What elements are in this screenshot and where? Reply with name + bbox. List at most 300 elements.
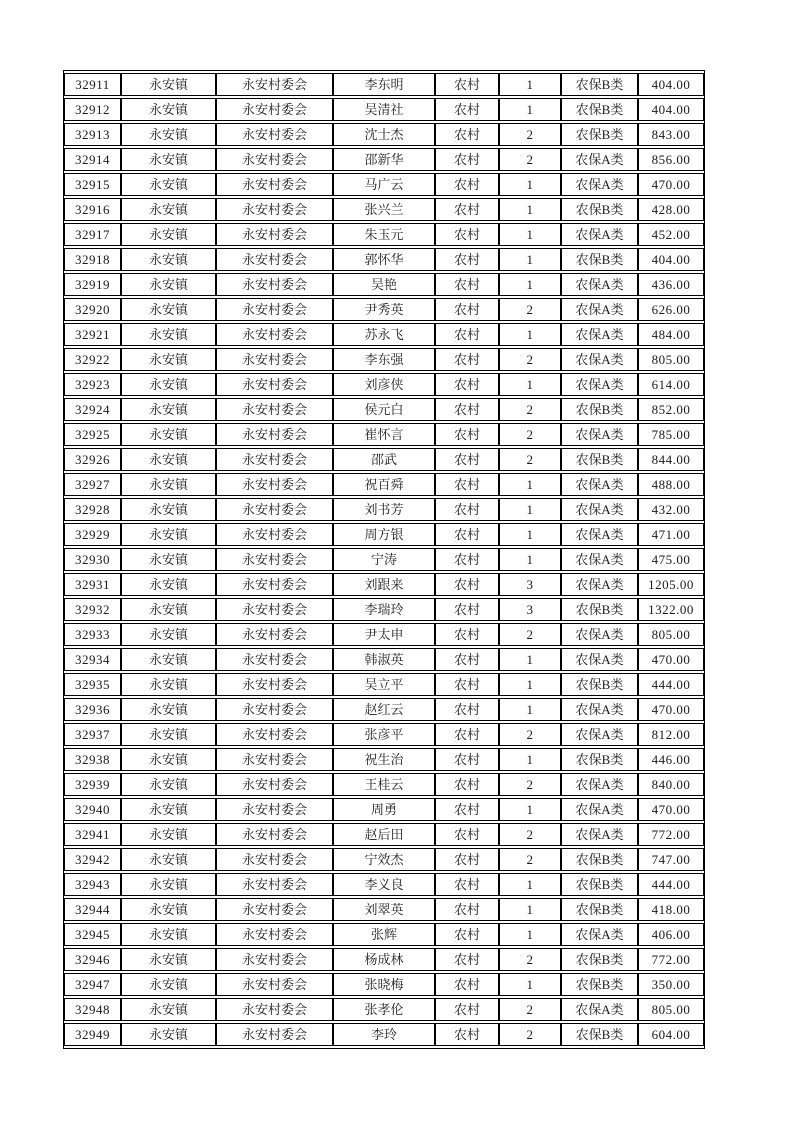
cell-name: 刘翠英 <box>333 898 435 921</box>
table-row <box>64 673 704 696</box>
cell-residence: 农村 <box>435 398 499 421</box>
table-row <box>64 323 704 346</box>
cell-residence: 农村 <box>435 973 499 996</box>
cell-residence: 农村 <box>435 173 499 196</box>
cell-category: 农保B类 <box>561 198 638 221</box>
cell-category: 农保A类 <box>561 698 638 721</box>
table-row <box>64 473 704 496</box>
cell-count: 1 <box>499 273 561 296</box>
table-row <box>64 98 704 121</box>
cell-name: 周勇 <box>333 798 435 821</box>
cell-category: 农保A类 <box>561 348 638 371</box>
cell-name: 郭怀华 <box>333 248 435 271</box>
cell-village: 永安村委会 <box>216 298 333 321</box>
cell-amount: 432.00 <box>638 498 704 521</box>
cell-count: 1 <box>499 523 561 546</box>
cell-id: 32946 <box>64 948 121 971</box>
cell-category: 农保B类 <box>561 673 638 696</box>
cell-count: 1 <box>499 548 561 571</box>
cell-id: 32932 <box>64 598 121 621</box>
cell-id: 32931 <box>64 573 121 596</box>
cell-name: 周方银 <box>333 523 435 546</box>
table-row <box>64 748 704 771</box>
table-body <box>64 73 704 1046</box>
cell-count: 1 <box>499 248 561 271</box>
cell-id: 32949 <box>64 1023 121 1046</box>
cell-village: 永安村委会 <box>216 98 333 121</box>
cell-id: 32933 <box>64 623 121 646</box>
cell-village: 永安村委会 <box>216 573 333 596</box>
table-row <box>64 423 704 446</box>
cell-town: 永安镇 <box>121 423 216 446</box>
cell-count: 2 <box>499 398 561 421</box>
cell-name: 张彦平 <box>333 723 435 746</box>
table-row <box>64 623 704 646</box>
cell-id: 32934 <box>64 648 121 671</box>
cell-name: 苏永飞 <box>333 323 435 346</box>
cell-amount: 471.00 <box>638 523 704 546</box>
cell-category: 农保B类 <box>561 948 638 971</box>
cell-name: 赵红云 <box>333 698 435 721</box>
cell-village: 永安村委会 <box>216 673 333 696</box>
cell-residence: 农村 <box>435 798 499 821</box>
table-row <box>64 823 704 846</box>
cell-residence: 农村 <box>435 298 499 321</box>
cell-village: 永安村委会 <box>216 173 333 196</box>
cell-amount: 805.00 <box>638 998 704 1021</box>
cell-id: 32917 <box>64 223 121 246</box>
cell-id: 32948 <box>64 998 121 1021</box>
cell-amount: 772.00 <box>638 948 704 971</box>
cell-residence: 农村 <box>435 248 499 271</box>
cell-town: 永安镇 <box>121 248 216 271</box>
cell-amount: 772.00 <box>638 823 704 846</box>
cell-amount: 626.00 <box>638 298 704 321</box>
cell-amount: 446.00 <box>638 748 704 771</box>
cell-residence: 农村 <box>435 223 499 246</box>
cell-id: 32919 <box>64 273 121 296</box>
cell-category: 农保A类 <box>561 823 638 846</box>
cell-town: 永安镇 <box>121 348 216 371</box>
cell-village: 永安村委会 <box>216 623 333 646</box>
table-row <box>64 648 704 671</box>
cell-town: 永安镇 <box>121 298 216 321</box>
cell-amount: 785.00 <box>638 423 704 446</box>
cell-village: 永安村委会 <box>216 523 333 546</box>
cell-residence: 农村 <box>435 273 499 296</box>
cell-category: 农保B类 <box>561 1023 638 1046</box>
cell-name: 王桂云 <box>333 773 435 796</box>
cell-residence: 农村 <box>435 548 499 571</box>
cell-amount: 404.00 <box>638 73 704 96</box>
cell-name: 邵武 <box>333 448 435 471</box>
cell-name: 张辉 <box>333 923 435 946</box>
cell-category: 农保A类 <box>561 923 638 946</box>
table-row <box>64 73 704 96</box>
table-row <box>64 448 704 471</box>
cell-village: 永安村委会 <box>216 748 333 771</box>
cell-category: 农保B类 <box>561 98 638 121</box>
cell-residence: 农村 <box>435 948 499 971</box>
cell-town: 永安镇 <box>121 723 216 746</box>
cell-id: 32929 <box>64 523 121 546</box>
cell-amount: 444.00 <box>638 873 704 896</box>
cell-name: 刘彦侠 <box>333 373 435 396</box>
cell-amount: 840.00 <box>638 773 704 796</box>
cell-category: 农保A类 <box>561 373 638 396</box>
table-row <box>64 123 704 146</box>
cell-residence: 农村 <box>435 373 499 396</box>
cell-category: 农保A类 <box>561 648 638 671</box>
cell-residence: 农村 <box>435 498 499 521</box>
cell-count: 2 <box>499 448 561 471</box>
cell-residence: 农村 <box>435 73 499 96</box>
cell-category: 农保A类 <box>561 723 638 746</box>
cell-category: 农保A类 <box>561 298 638 321</box>
cell-count: 1 <box>499 973 561 996</box>
cell-category: 农保B类 <box>561 398 638 421</box>
cell-town: 永安镇 <box>121 173 216 196</box>
cell-residence: 农村 <box>435 523 499 546</box>
cell-name: 吴立平 <box>333 673 435 696</box>
cell-count: 2 <box>499 848 561 871</box>
cell-amount: 614.00 <box>638 373 704 396</box>
cell-village: 永安村委会 <box>216 1023 333 1046</box>
cell-village: 永安村委会 <box>216 648 333 671</box>
cell-name: 邵新华 <box>333 148 435 171</box>
cell-village: 永安村委会 <box>216 223 333 246</box>
cell-amount: 856.00 <box>638 148 704 171</box>
cell-town: 永安镇 <box>121 373 216 396</box>
cell-count: 2 <box>499 348 561 371</box>
cell-village: 永安村委会 <box>216 148 333 171</box>
cell-residence: 农村 <box>435 898 499 921</box>
cell-residence: 农村 <box>435 698 499 721</box>
cell-residence: 农村 <box>435 323 499 346</box>
cell-amount: 470.00 <box>638 798 704 821</box>
cell-count: 1 <box>499 898 561 921</box>
cell-name: 张孝伦 <box>333 998 435 1021</box>
cell-category: 农保A类 <box>561 623 638 646</box>
cell-town: 永安镇 <box>121 1023 216 1046</box>
cell-residence: 农村 <box>435 848 499 871</box>
cell-name: 宁涛 <box>333 548 435 571</box>
cell-id: 32939 <box>64 773 121 796</box>
cell-residence: 农村 <box>435 473 499 496</box>
cell-residence: 农村 <box>435 198 499 221</box>
table-row <box>64 373 704 396</box>
cell-name: 杨成林 <box>333 948 435 971</box>
cell-village: 永安村委会 <box>216 898 333 921</box>
cell-residence: 农村 <box>435 1023 499 1046</box>
cell-amount: 470.00 <box>638 648 704 671</box>
cell-residence: 农村 <box>435 873 499 896</box>
cell-count: 3 <box>499 573 561 596</box>
cell-village: 永安村委会 <box>216 448 333 471</box>
cell-residence: 农村 <box>435 598 499 621</box>
cell-village: 永安村委会 <box>216 373 333 396</box>
cell-town: 永安镇 <box>121 923 216 946</box>
cell-category: 农保B类 <box>561 123 638 146</box>
cell-town: 永安镇 <box>121 148 216 171</box>
cell-village: 永安村委会 <box>216 323 333 346</box>
cell-id: 32941 <box>64 823 121 846</box>
cell-name: 李东强 <box>333 348 435 371</box>
cell-residence: 农村 <box>435 98 499 121</box>
cell-residence: 农村 <box>435 448 499 471</box>
cell-category: 农保B类 <box>561 448 638 471</box>
cell-category: 农保B类 <box>561 73 638 96</box>
cell-count: 1 <box>499 748 561 771</box>
cell-id: 32920 <box>64 298 121 321</box>
cell-town: 永安镇 <box>121 223 216 246</box>
cell-id: 32916 <box>64 198 121 221</box>
cell-village: 永安村委会 <box>216 973 333 996</box>
cell-amount: 470.00 <box>638 173 704 196</box>
cell-town: 永安镇 <box>121 448 216 471</box>
cell-amount: 1322.00 <box>638 598 704 621</box>
table-row <box>64 398 704 421</box>
cell-count: 2 <box>499 623 561 646</box>
cell-name: 张晓梅 <box>333 973 435 996</box>
cell-town: 永安镇 <box>121 948 216 971</box>
cell-name: 赵后田 <box>333 823 435 846</box>
cell-id: 32930 <box>64 548 121 571</box>
cell-name: 马广云 <box>333 173 435 196</box>
cell-village: 永安村委会 <box>216 498 333 521</box>
cell-residence: 农村 <box>435 348 499 371</box>
cell-amount: 805.00 <box>638 623 704 646</box>
cell-id: 32935 <box>64 673 121 696</box>
cell-village: 永安村委会 <box>216 423 333 446</box>
cell-village: 永安村委会 <box>216 548 333 571</box>
cell-count: 2 <box>499 723 561 746</box>
cell-village: 永安村委会 <box>216 698 333 721</box>
cell-name: 李玲 <box>333 1023 435 1046</box>
cell-residence: 农村 <box>435 773 499 796</box>
cell-residence: 农村 <box>435 623 499 646</box>
cell-category: 农保A类 <box>561 548 638 571</box>
cell-town: 永安镇 <box>121 873 216 896</box>
cell-amount: 852.00 <box>638 398 704 421</box>
table-row <box>64 973 704 996</box>
cell-category: 农保B类 <box>561 973 638 996</box>
cell-id: 32921 <box>64 323 121 346</box>
cell-count: 1 <box>499 923 561 946</box>
cell-count: 2 <box>499 148 561 171</box>
cell-count: 2 <box>499 423 561 446</box>
cell-village: 永安村委会 <box>216 248 333 271</box>
cell-village: 永安村委会 <box>216 198 333 221</box>
cell-amount: 604.00 <box>638 1023 704 1046</box>
table-row <box>64 598 704 621</box>
cell-count: 2 <box>499 998 561 1021</box>
cell-amount: 418.00 <box>638 898 704 921</box>
table-row <box>64 148 704 171</box>
cell-id: 32913 <box>64 123 121 146</box>
cell-id: 32922 <box>64 348 121 371</box>
cell-count: 2 <box>499 823 561 846</box>
cell-name: 李瑞玲 <box>333 598 435 621</box>
cell-count: 1 <box>499 173 561 196</box>
table-row <box>64 573 704 596</box>
cell-town: 永安镇 <box>121 848 216 871</box>
cell-name: 祝生治 <box>333 748 435 771</box>
cell-name: 吴清社 <box>333 98 435 121</box>
cell-town: 永安镇 <box>121 473 216 496</box>
cell-count: 1 <box>499 323 561 346</box>
cell-id: 32938 <box>64 748 121 771</box>
table-row <box>64 998 704 1021</box>
table-row <box>64 548 704 571</box>
cell-amount: 488.00 <box>638 473 704 496</box>
cell-name: 刘书芳 <box>333 498 435 521</box>
cell-name: 张兴兰 <box>333 198 435 221</box>
cell-count: 2 <box>499 948 561 971</box>
cell-id: 32940 <box>64 798 121 821</box>
table-row <box>64 273 704 296</box>
cell-residence: 农村 <box>435 148 499 171</box>
table-row <box>64 698 704 721</box>
cell-category: 农保A类 <box>561 173 638 196</box>
cell-village: 永安村委会 <box>216 798 333 821</box>
cell-category: 农保A类 <box>561 998 638 1021</box>
table-row <box>64 873 704 896</box>
cell-amount: 436.00 <box>638 273 704 296</box>
cell-amount: 844.00 <box>638 448 704 471</box>
cell-id: 32928 <box>64 498 121 521</box>
cell-id: 32914 <box>64 148 121 171</box>
cell-village: 永安村委会 <box>216 948 333 971</box>
cell-name: 韩淑英 <box>333 648 435 671</box>
cell-amount: 475.00 <box>638 548 704 571</box>
cell-category: 农保A类 <box>561 148 638 171</box>
cell-count: 3 <box>499 598 561 621</box>
cell-town: 永安镇 <box>121 748 216 771</box>
table-row <box>64 223 704 246</box>
cell-town: 永安镇 <box>121 973 216 996</box>
cell-id: 32911 <box>64 73 121 96</box>
cell-village: 永安村委会 <box>216 998 333 1021</box>
cell-category: 农保B类 <box>561 848 638 871</box>
cell-name: 李义良 <box>333 873 435 896</box>
cell-count: 1 <box>499 873 561 896</box>
cell-category: 农保A类 <box>561 323 638 346</box>
cell-count: 1 <box>499 648 561 671</box>
cell-name: 侯元白 <box>333 398 435 421</box>
cell-town: 永安镇 <box>121 273 216 296</box>
cell-village: 永安村委会 <box>216 473 333 496</box>
cell-town: 永安镇 <box>121 498 216 521</box>
cell-residence: 农村 <box>435 573 499 596</box>
cell-id: 32926 <box>64 448 121 471</box>
cell-category: 农保A类 <box>561 223 638 246</box>
cell-village: 永安村委会 <box>216 823 333 846</box>
cell-category: 农保B类 <box>561 248 638 271</box>
roster-table <box>63 70 705 1049</box>
cell-amount: 428.00 <box>638 198 704 221</box>
cell-town: 永安镇 <box>121 398 216 421</box>
table-row <box>64 173 704 196</box>
cell-residence: 农村 <box>435 923 499 946</box>
cell-town: 永安镇 <box>121 548 216 571</box>
cell-count: 1 <box>499 373 561 396</box>
cell-town: 永安镇 <box>121 73 216 96</box>
cell-id: 32918 <box>64 248 121 271</box>
cell-town: 永安镇 <box>121 123 216 146</box>
cell-amount: 1205.00 <box>638 573 704 596</box>
cell-village: 永安村委会 <box>216 73 333 96</box>
cell-amount: 452.00 <box>638 223 704 246</box>
cell-category: 农保A类 <box>561 273 638 296</box>
cell-category: 农保A类 <box>561 798 638 821</box>
cell-town: 永安镇 <box>121 673 216 696</box>
table-row <box>64 248 704 271</box>
cell-name: 宁效杰 <box>333 848 435 871</box>
cell-name: 沈士杰 <box>333 123 435 146</box>
cell-town: 永安镇 <box>121 523 216 546</box>
cell-id: 32927 <box>64 473 121 496</box>
cell-amount: 805.00 <box>638 348 704 371</box>
cell-town: 永安镇 <box>121 773 216 796</box>
cell-town: 永安镇 <box>121 898 216 921</box>
cell-category: 农保A类 <box>561 498 638 521</box>
cell-village: 永安村委会 <box>216 348 333 371</box>
cell-residence: 农村 <box>435 748 499 771</box>
cell-id: 32923 <box>64 373 121 396</box>
cell-village: 永安村委会 <box>216 773 333 796</box>
cell-category: 农保A类 <box>561 773 638 796</box>
cell-count: 1 <box>499 473 561 496</box>
cell-town: 永安镇 <box>121 573 216 596</box>
cell-village: 永安村委会 <box>216 873 333 896</box>
cell-count: 2 <box>499 123 561 146</box>
cell-id: 32937 <box>64 723 121 746</box>
table-row <box>64 848 704 871</box>
cell-name: 尹太申 <box>333 623 435 646</box>
table-row <box>64 1023 704 1046</box>
cell-name: 朱玉元 <box>333 223 435 246</box>
cell-village: 永安村委会 <box>216 848 333 871</box>
cell-count: 2 <box>499 773 561 796</box>
table-row <box>64 298 704 321</box>
table-row <box>64 773 704 796</box>
cell-town: 永安镇 <box>121 598 216 621</box>
cell-residence: 农村 <box>435 123 499 146</box>
cell-village: 永安村委会 <box>216 723 333 746</box>
cell-amount: 404.00 <box>638 98 704 121</box>
table-row <box>64 498 704 521</box>
table-row <box>64 198 704 221</box>
cell-count: 1 <box>499 198 561 221</box>
cell-town: 永安镇 <box>121 823 216 846</box>
cell-name: 刘跟来 <box>333 573 435 596</box>
cell-count: 1 <box>499 98 561 121</box>
cell-count: 2 <box>499 298 561 321</box>
cell-name: 祝百舜 <box>333 473 435 496</box>
cell-id: 32945 <box>64 923 121 946</box>
cell-count: 2 <box>499 1023 561 1046</box>
cell-id: 32924 <box>64 398 121 421</box>
cell-village: 永安村委会 <box>216 598 333 621</box>
cell-town: 永安镇 <box>121 323 216 346</box>
cell-category: 农保B类 <box>561 598 638 621</box>
cell-town: 永安镇 <box>121 98 216 121</box>
cell-id: 32912 <box>64 98 121 121</box>
cell-village: 永安村委会 <box>216 273 333 296</box>
cell-count: 1 <box>499 673 561 696</box>
cell-village: 永安村委会 <box>216 398 333 421</box>
